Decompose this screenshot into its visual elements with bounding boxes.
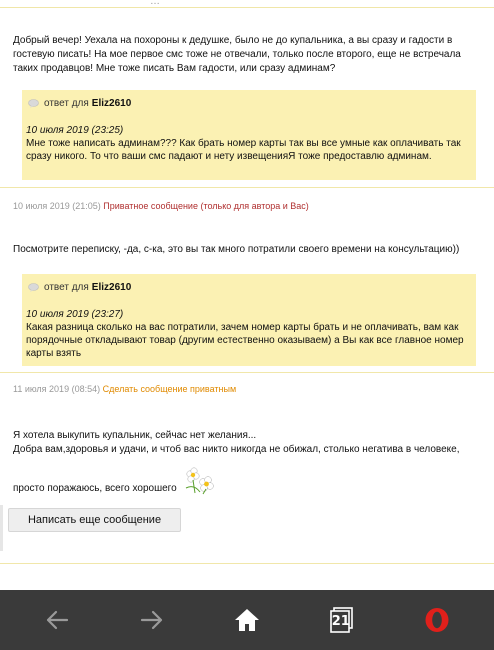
message-date: 10 июля 2019 (21:05): [13, 201, 101, 211]
tabs-count: 21: [331, 614, 350, 629]
message-meta: [13, 383, 236, 395]
home-icon: [234, 608, 260, 632]
message-line: Добра вам,здоровья и удачи, и чтоб вас никто никогда не обижал, столько негатива в человеке,: [13, 444, 460, 455]
opera-menu-button[interactable]: [407, 590, 467, 650]
flowers-emoticon-icon: [181, 466, 217, 496]
make-private-link[interactable]: Сделать сообщение приватным: [102, 384, 237, 394]
reply-body: Какая разница сколько на вас потратили, зачем номер карты брать и не оплачивать, вам как порядочные откладывают товар (другим естественно оказываем) а Вы как все главное номер карты взять: [26, 322, 464, 359]
reply-username[interactable]: Eliz2610: [91, 281, 132, 293]
reply-quote-header: [26, 280, 468, 294]
separator: [0, 372, 494, 373]
speech-bubble-icon: [28, 99, 39, 108]
message-text: Посмотрите переписку, -да, с-ка, это вы так много потратили своего времени на консультацию)): [13, 244, 460, 255]
back-button[interactable]: [27, 590, 87, 650]
write-more-button[interactable]: Написать еще сообщение: [8, 508, 181, 532]
forward-arrow-icon: [140, 610, 164, 630]
home-button[interactable]: [217, 590, 277, 650]
separator: [0, 187, 494, 188]
reply-label: ответ для: [44, 281, 89, 293]
speech-bubble-icon: [28, 283, 39, 292]
back-arrow-icon: [45, 610, 69, 630]
reply-quote: [22, 90, 476, 180]
message-line: Я хотела выкупить купальник, сейчас нет желания...: [13, 430, 257, 441]
message-text: Добрый вечер! Уехала на похороны к дедушке, было не до купальника, а вы сразу и гадости в гостевую писать! На мое первое смс тоже не отвечали, только после второго, еще не встречала таких продавцов! Мне тоже писать Вам гадости, или сразу админам?: [13, 35, 461, 74]
reply-username[interactable]: Eliz2610: [91, 97, 132, 109]
separator: [0, 563, 494, 564]
message-meta: [13, 200, 309, 212]
opera-logo-icon: [424, 607, 450, 633]
browser-navbar: [0, 590, 494, 650]
scroll-edge: [0, 505, 3, 551]
clipped-text: …: [150, 0, 160, 7]
message-text: [13, 429, 483, 457]
reply-date: 10 июля 2019 (23:25): [26, 125, 124, 136]
message-line: просто поражаюсь, всего хорошего: [13, 483, 177, 494]
reply-date: 10 июля 2019 (23:27): [26, 309, 124, 320]
reply-label: ответ для: [44, 97, 89, 109]
private-message-link[interactable]: Приватное сообщение (только для автора и Вас): [103, 201, 309, 211]
reply-quote-header: [26, 96, 468, 110]
tabs-icon: [330, 607, 354, 633]
reply-body: Мне тоже написать админам??? Как брать номер карты так вы все умные как оплачивать так сразу никого. То что ваши смс падают и нету извещенияЯ тоже предоставлю админам.: [26, 138, 461, 162]
tabs-button[interactable]: [312, 590, 372, 650]
message-text: [13, 464, 483, 496]
message-date: 11 июля 2019 (08:54): [13, 384, 101, 394]
top-clipped-row: [0, 0, 494, 8]
forward-button[interactable]: [122, 590, 182, 650]
reply-quote: [22, 274, 476, 366]
